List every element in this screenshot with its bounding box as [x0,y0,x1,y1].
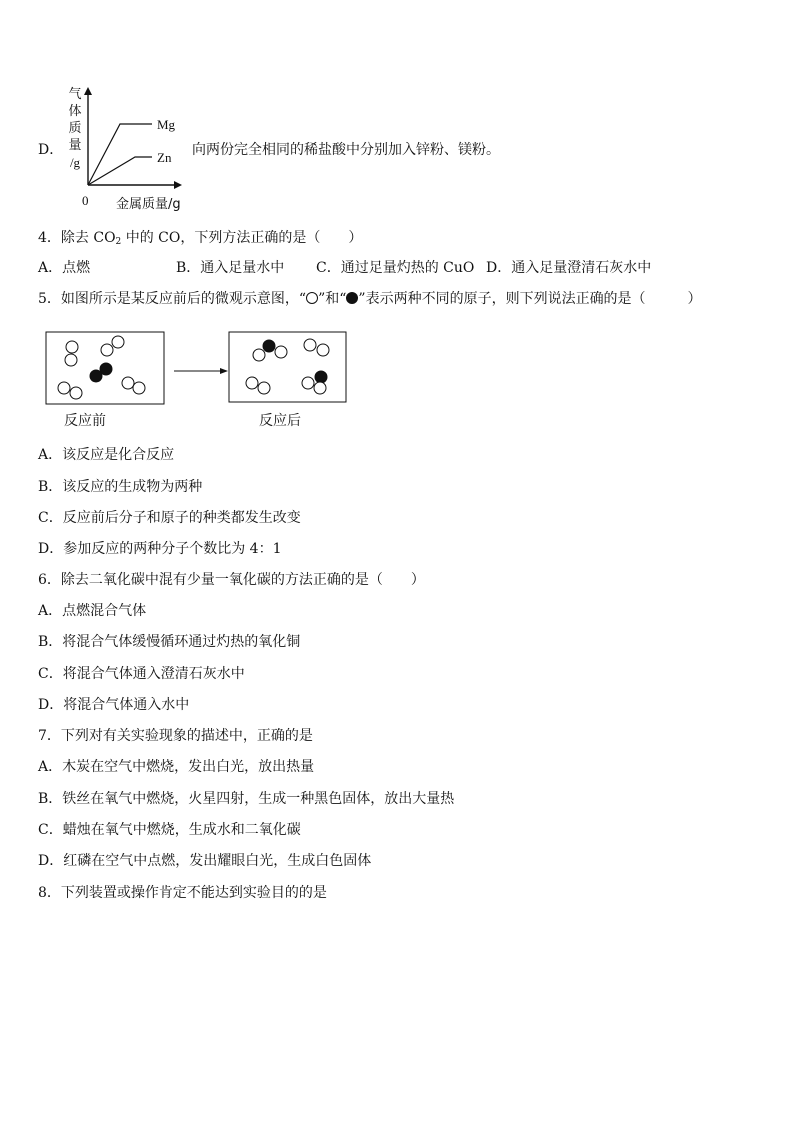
q5-option-c: C．反应前后分子和原子的种类都发生改变 [38,510,301,526]
after-box [229,332,346,402]
x-axis-label: 金属质量/g [116,197,181,212]
q7-stem: 7．下列对有关实验现象的描述中，正确的是 [38,728,313,744]
white-atom-icon [306,292,318,304]
q5-option-b: B．该反应的生成物为两种 [38,479,203,495]
q5-stem-part: ”表示两种不同的原子，则下列说法正确的是（ ） [358,291,702,307]
y-label-char: 质 [68,121,82,136]
white-atom [122,377,134,389]
q4-option-d: D．通入足量澄清石灰水中 [486,260,652,276]
q6-option-c: C．将混合气体通入澄清石灰水中 [38,666,245,682]
white-atom [304,339,316,351]
white-atom [275,346,287,358]
white-atom [112,336,124,348]
white-atom [133,382,145,394]
q4-stem-part: 中的 CO，下列方法正确的是（ ） [121,230,363,246]
white-atom [101,344,113,356]
white-atom [317,344,329,356]
q4-option-c: C．通过足量灼热的 CuO [316,260,475,276]
white-atom [58,382,70,394]
mg-label: Mg [157,117,176,132]
y-axis-arrow [84,87,92,95]
q3-option-d-text: 向两份完全相同的稀盐酸中分别加入锌粉、镁粉。 [192,142,500,158]
reaction-arrow-head [220,368,228,374]
q3-option-d-label: D． [38,142,64,158]
q6-option-d: D．将混合气体通入水中 [38,697,190,713]
black-atom [315,371,327,383]
y-label-char: 气 [68,87,82,102]
origin-label: 0 [82,193,89,208]
white-atom [70,387,82,399]
y-label-char: 体 [68,104,82,119]
q5-option-d: D．参加反应的两种分子个数比为 4：1 [38,541,282,557]
zn-line [88,157,152,185]
white-atom [66,341,78,353]
y-label-char: /g [69,155,81,170]
white-atom [314,382,326,394]
q5-stem-part: 5．如图所示是某反应前后的微观示意图，“ [38,291,307,307]
q4-stem-subscript: 2 [115,237,122,247]
q6-option-b: B．将混合气体缓慢循环通过灼热的氧化铜 [38,634,301,650]
y-axis-label [66,86,84,171]
q5-stem [38,289,702,309]
black-atom-icon [346,292,358,304]
white-atom [253,349,265,361]
white-atom [258,382,270,394]
q4-option-a: A．点燃 [38,260,91,276]
white-atom [246,377,258,389]
q6-option-a: A．点燃混合气体 [38,603,147,619]
white-atom [65,354,77,366]
black-atom [263,340,275,352]
x-axis-arrow [174,181,182,189]
q7-option-d: D．红磷在空气中点燃，发出耀眼白光，生成白色固体 [38,853,372,869]
q4-stem [38,228,362,252]
q6-stem: 6．除去二氧化碳中混有少量一氧化碳的方法正确的是（ ） [38,572,425,588]
mg-line [88,124,152,185]
q5-stem-part: ”和“ [318,291,347,307]
q7-option-b: B．铁丝在氧气中燃烧，火星四射，生成一种黑色固体，放出大量热 [38,791,455,807]
q4-options [38,258,651,278]
q7-option-a: A．木炭在空气中燃烧，发出白光，放出热量 [38,759,315,775]
black-atom [90,370,102,382]
q7-option-c: C．蜡烛在氧气中燃烧，生成水和二氧化碳 [38,822,301,838]
q5-option-a: A．该反应是化合反应 [38,447,175,463]
white-atom [302,377,314,389]
before-label: 反应前 [64,413,106,429]
after-label: 反应后 [259,413,301,429]
q8-stem: 8．下列装置或操作肯定不能达到实验目的的是 [38,885,327,901]
q4-option-b: B．通入足量水中 [176,260,285,276]
y-label-char: 量 [68,138,82,153]
zn-label: Zn [157,150,172,165]
reaction-diagram [44,330,364,410]
q4-stem-part: 4．除去 CO [38,230,116,246]
